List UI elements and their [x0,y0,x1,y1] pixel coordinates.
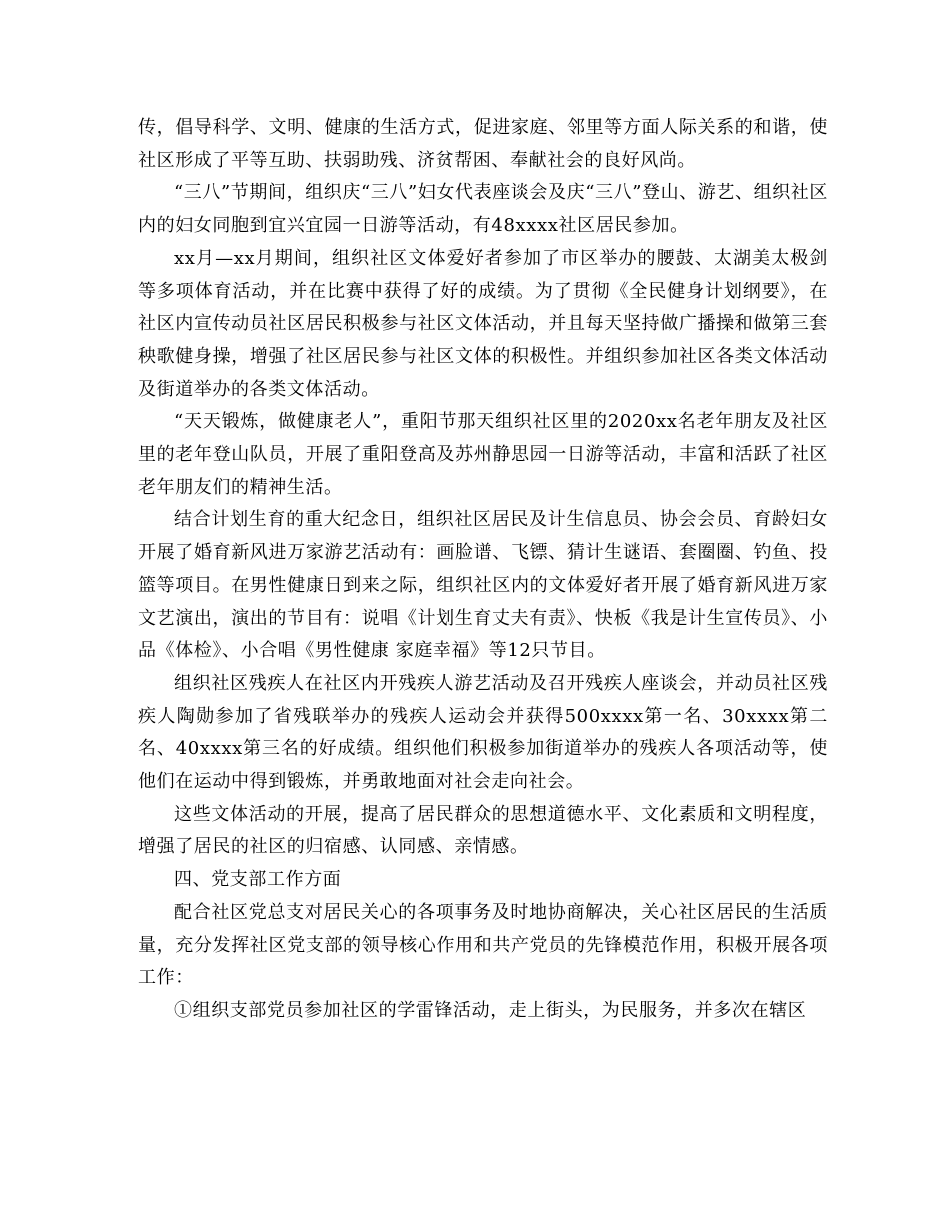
paragraph-continuation: 传，倡导科学、文明、健康的生活方式，促进家庭、邻里等方面人际关系的和谐，使社区形成了平等互助、扶弱助残、济贫帮困、奉献社会的良好风尚。 [138,117,828,171]
section-heading-party-branch: 四、党支部工作方面 [174,869,342,891]
paragraph-party-branch: 配合社区党总支对居民关心的各项事务及时地协商解决，关心社区居民的生活质量，充分发挥社区党支部的领导核心作用和共产党员的先锋模范作用，积极开展各项工作： [138,901,828,989]
paragraph-item-1: ①组织支部党员参加社区的学雷锋活动，走上街头，为民服务，并多次在辖区 [174,999,807,1021]
document-page [138,112,828,1028]
paragraph-double-ninth: “天天锻炼，做健康老人”，重阳节那天组织社区里的2020xx名老年朋友及社区里的老年登山队员，开展了重阳登高及苏州静思园一日游等活动，丰富和活跃了社区老年朋友们的精神生活。 [138,411,828,498]
paragraph-womens-day: “三八”节期间，组织庆“三八”妇女代表座谈会及庆“三八”登山、游艺、组织社区内的妇女同胞到宜兴宜园一日游等活动，有48xxxx社区居民参加。 [138,182,829,237]
paragraph-sports-activities: xx月—xx月期间，组织社区文体爱好者参加了市区举办的腰鼓、太湖美太极剑等多项体育活动，并在比赛中获得了好的成绩。为了贯彻《全民健身计划纲要》，在社区内宣传动员社区居民积极参与社区文体活动，并且每天坚持做广播操和做第三套秧歌健身操，增强了社区居民参与社区文体的积极性。并组织参加社区各类文体活动及街道举办的各类文体活动。 [138,247,828,400]
paragraph-summary: 这些文体活动的开展，提高了居民群众的思想道德水平、文化素质和文明程度，增强了居民的社区的归宿感、认同感、亲情感。 [138,803,828,858]
paragraph-disabled-activities: 组织社区残疾人在社区内开残疾人游艺活动及召开残疾人座谈会，并动员社区残疾人陶勋参加了省残联举办的残疾人运动会并获得500xxxx第一名、30xxxx第二名、40xxxx第三名的好成绩。组织他们积极参加街道举办的残疾人各项活动等，使他们在运动中得到锻炼，并勇敢地面对社会走向社会。 [138,672,828,793]
paragraph-family-planning: 结合计划生育的重大纪念日，组织社区居民及计生信息员、协会会员、育龄妇女开展了婚育新风进万家游艺活动有：画脸谱、飞镖、猜计生谜语、套圈圈、钓鱼、投篮等项目。在男性健康日到来之际，组织社区内的文体爱好者开展了婚育新风进万家文艺演出，演出的节目有：说唱《计划生育丈夫有责》、快板《我是计生宣传员》、小品《体检》、小合唱《男性健康 家庭幸福》等12只节目。 [138,509,828,662]
